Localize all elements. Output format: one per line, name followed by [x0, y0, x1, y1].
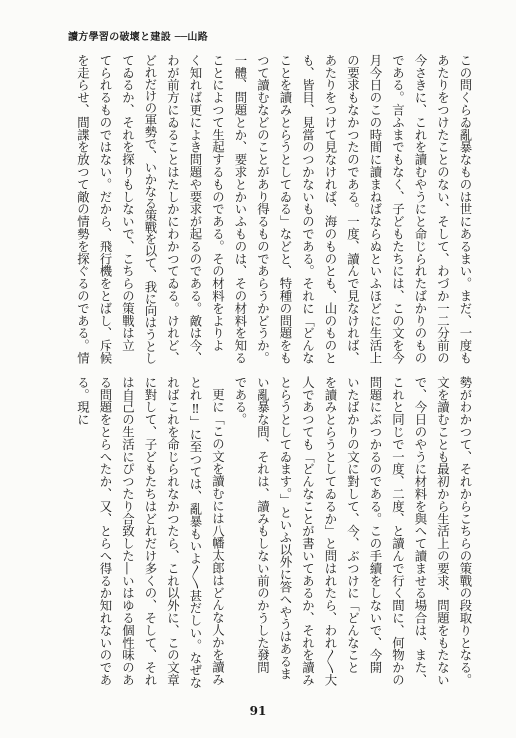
text-column: い亂暴な問、それは、讀みもしない前のかうした發問	[255, 376, 271, 674]
page-number: 91	[249, 704, 267, 718]
text-column: く知れば更によき問題や要求が起るのである。敵は今、	[188, 54, 203, 364]
text-column: つて讀むなどのことがあり得るものであらうかどうか。	[255, 54, 271, 364]
text-column: とれ‼」に至つては、亂暴もいよ〱甚だしい。なぜな	[188, 376, 203, 689]
text-column: る。現に	[75, 376, 91, 426]
text-column: も、皆目、見當のつかないものである。それに「どんな	[300, 54, 316, 364]
text-column: わが前方にゐることはたしかにわかつてゐる。けれど、	[165, 54, 181, 364]
text-column: てられるものではない。だから、飛行機をとばし、斥候	[98, 54, 113, 364]
text-column: 文を讀むことも最初から生活上の要求、問題をもたない	[435, 376, 451, 686]
text-column: 人であつても「どんなことが書いてあるか、それを讀み	[300, 376, 316, 686]
text-column: 今さきに、これを讀むやうにと命じられたばかりのもの	[413, 54, 428, 364]
text-column: 勢がわかつて、それからこちらの策戰の段取りとなる。	[458, 376, 473, 686]
text-column: てゐるか、それを探りもしないで、こちらの策戰は立	[120, 54, 136, 352]
text-column: ことによつて生起するものである。その材料をよりよ	[210, 54, 226, 352]
text-column: あたりをつけて見なければ、海のものとも、山のものと	[323, 54, 338, 364]
text-column: ことを讀みとらうとしてゐる」などと、特種の問題をも	[278, 54, 293, 364]
text-column: これと同じで一度、二度、と讀んで行く間に、何物かの	[390, 376, 406, 686]
text-column: この問くらゐ亂暴なものは世にあるまい。まだ、一度も	[458, 54, 473, 364]
text-column: 月今日のこの時間に讀まねばならぬといふほどに生活上	[368, 54, 383, 364]
text-column: に對して、子どもたちはどれだけ多くの、そして、それ	[143, 376, 158, 686]
text-column: である。言ふまでもなく、子どもたちには、この文を今	[390, 54, 406, 364]
text-column: で、今日のやうに材料を與へて讀ませる場合は、また、	[413, 376, 428, 686]
text-column: を讀みとらうとしてゐるか」と問はれたら、われ〱大	[323, 376, 338, 686]
upper-text-block	[71, 54, 476, 364]
text-column: いたばかりの文に對して、今、ぶつけに「どんなこと	[345, 376, 361, 674]
text-column: である。	[233, 376, 248, 426]
text-column: の要求もなかつたのである。一度、讀んで見なければ、	[345, 54, 361, 364]
text-column: 問題にぶつかるのである。この手續をしないで、今開	[368, 376, 383, 674]
text-column: ればこれを命じられなかつたら、これ以外に、この文章	[165, 376, 181, 686]
text-column: あたりをつけたことのない、そして、わづか一二分前の	[435, 54, 451, 364]
text-column: どれだけの軍勢で、いかなる策戰を以て、我に向はうとし	[143, 54, 158, 364]
text-column: を走らせ、間諜を放つて敵の情勢を探ぐるのである。情	[75, 54, 91, 364]
paragraph-start-column: 更に「この文を讀むには八幡太郎はどんな人かを讀み	[210, 388, 226, 686]
text-column: る問題をとらへたか、又、とらへ得るか知れないのであ	[98, 376, 113, 686]
text-column: 一體、問題とか、要求とかいふものは、その材料を知る	[233, 54, 248, 364]
running-header: 讀方學習の破壞と建設 ──山路	[68, 32, 209, 43]
text-column: とらうとしてゐます。」といふ以外に答へやうはあるま	[278, 376, 293, 680]
lower-text-block	[71, 376, 476, 689]
text-column: は自己の生活にぴつたり合致した―いはゆる個性味のあ	[120, 376, 136, 686]
